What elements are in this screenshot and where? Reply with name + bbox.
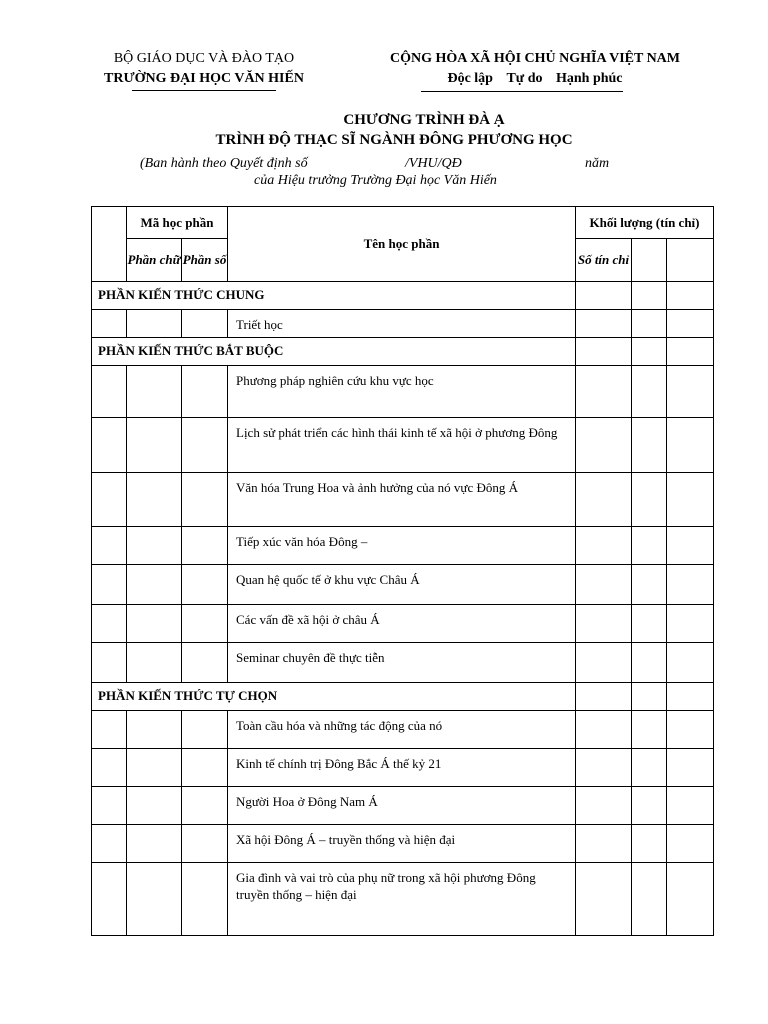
decree-part3: năm	[585, 156, 610, 171]
table-row	[92, 749, 714, 787]
header-code-number: Phần số	[182, 239, 228, 282]
table-row	[92, 310, 714, 338]
course-name: Quan hệ quốc tế ở khu vực Châu Á	[228, 565, 576, 605]
table-row	[92, 418, 714, 473]
table-row	[92, 565, 714, 605]
decree-line2: của Hiệu trưởng Trường Đại học Văn Hiến	[254, 173, 497, 188]
table-row	[92, 605, 714, 643]
header-right-underline	[421, 91, 623, 92]
course-name: Phương pháp nghiên cứu khu vực học	[228, 366, 576, 418]
section-row	[92, 683, 714, 711]
motto	[360, 69, 710, 89]
decree-part1: (Ban hành theo Quyết định số	[140, 156, 308, 171]
motto-happiness: Hạnh phúc	[555, 71, 623, 86]
table-row	[92, 643, 714, 683]
header-left-underline	[132, 90, 276, 91]
header-code: Mã học phần	[127, 207, 228, 239]
course-name: Các vấn đề xã hội ở châu Á	[228, 605, 576, 643]
course-name: Toàn cầu hóa và những tác động của nó	[228, 711, 576, 749]
ministry-name: BỘ GIÁO DỤC VÀ ĐÀO TẠO	[113, 51, 295, 66]
university-name: TRƯỜNG ĐẠI HỌC VĂN HIẾN	[104, 71, 304, 86]
section-row	[92, 338, 714, 366]
section-title: PHẦN KIẾN THỨC BẮT BUỘC	[92, 338, 576, 366]
republic-name: CỘNG HÒA XÃ HỘI CHỦ NGHĨA VIỆT NAM	[389, 51, 680, 66]
header-course-name: Tên học phần	[228, 207, 576, 282]
motto-freedom: Tự do	[506, 71, 543, 86]
header-right	[360, 49, 710, 89]
course-name: Xã hội Đông Á – truyền thống và hiện đại	[228, 825, 576, 863]
course-name: Gia đình và vai trò của phụ nữ trong xã hội phương Đông truyền thống – hiện đại	[228, 863, 576, 936]
table-row	[92, 711, 714, 749]
header-credits-blank	[667, 239, 714, 282]
header-credits-count: Số tín chỉ	[576, 239, 632, 282]
course-name: Seminar chuyên đề thực tiễn	[228, 643, 576, 683]
header-credits-blank	[632, 239, 667, 282]
course-name: Văn hóa Trung Hoa và ảnh hưởng của nó vực Đông Á	[228, 473, 576, 527]
table-header-row	[92, 207, 714, 239]
table-row	[92, 366, 714, 418]
header-credits: Khối lượng (tín chỉ)	[576, 207, 714, 239]
table-row	[92, 825, 714, 863]
decree-part2: /VHU/QĐ	[405, 156, 462, 171]
table-row	[92, 863, 714, 936]
section-row	[92, 282, 714, 310]
course-name: Triết học	[228, 310, 576, 338]
table-row	[92, 527, 714, 565]
table-row	[92, 787, 714, 825]
course-name: Người Hoa ở Đông Nam Á	[228, 787, 576, 825]
program-title: CHƯƠNG TRÌNH ĐÀ Ạ	[343, 112, 505, 128]
header-code-letter: Phần chữ	[127, 239, 182, 282]
course-name: Kinh tế chính trị Đông Bắc Á thế kỷ 21	[228, 749, 576, 787]
header-left	[84, 49, 324, 89]
course-name: Tiếp xúc văn hóa Đông –	[228, 527, 576, 565]
curriculum-table	[91, 206, 714, 936]
motto-independence: Độc lập	[447, 71, 493, 86]
section-title: PHẦN KIẾN THỨC CHUNG	[92, 282, 576, 310]
program-subtitle: TRÌNH ĐỘ THẠC SĨ NGÀNH ĐÔNG PHƯƠNG HỌC	[215, 132, 573, 148]
header-blank	[92, 207, 127, 282]
course-name: Lịch sử phát triển các hình thái kinh tế xã hội ở phương Đông	[228, 418, 576, 473]
table-row	[92, 473, 714, 527]
section-title: PHẦN KIẾN THỨC TỰ CHỌN	[92, 683, 576, 711]
